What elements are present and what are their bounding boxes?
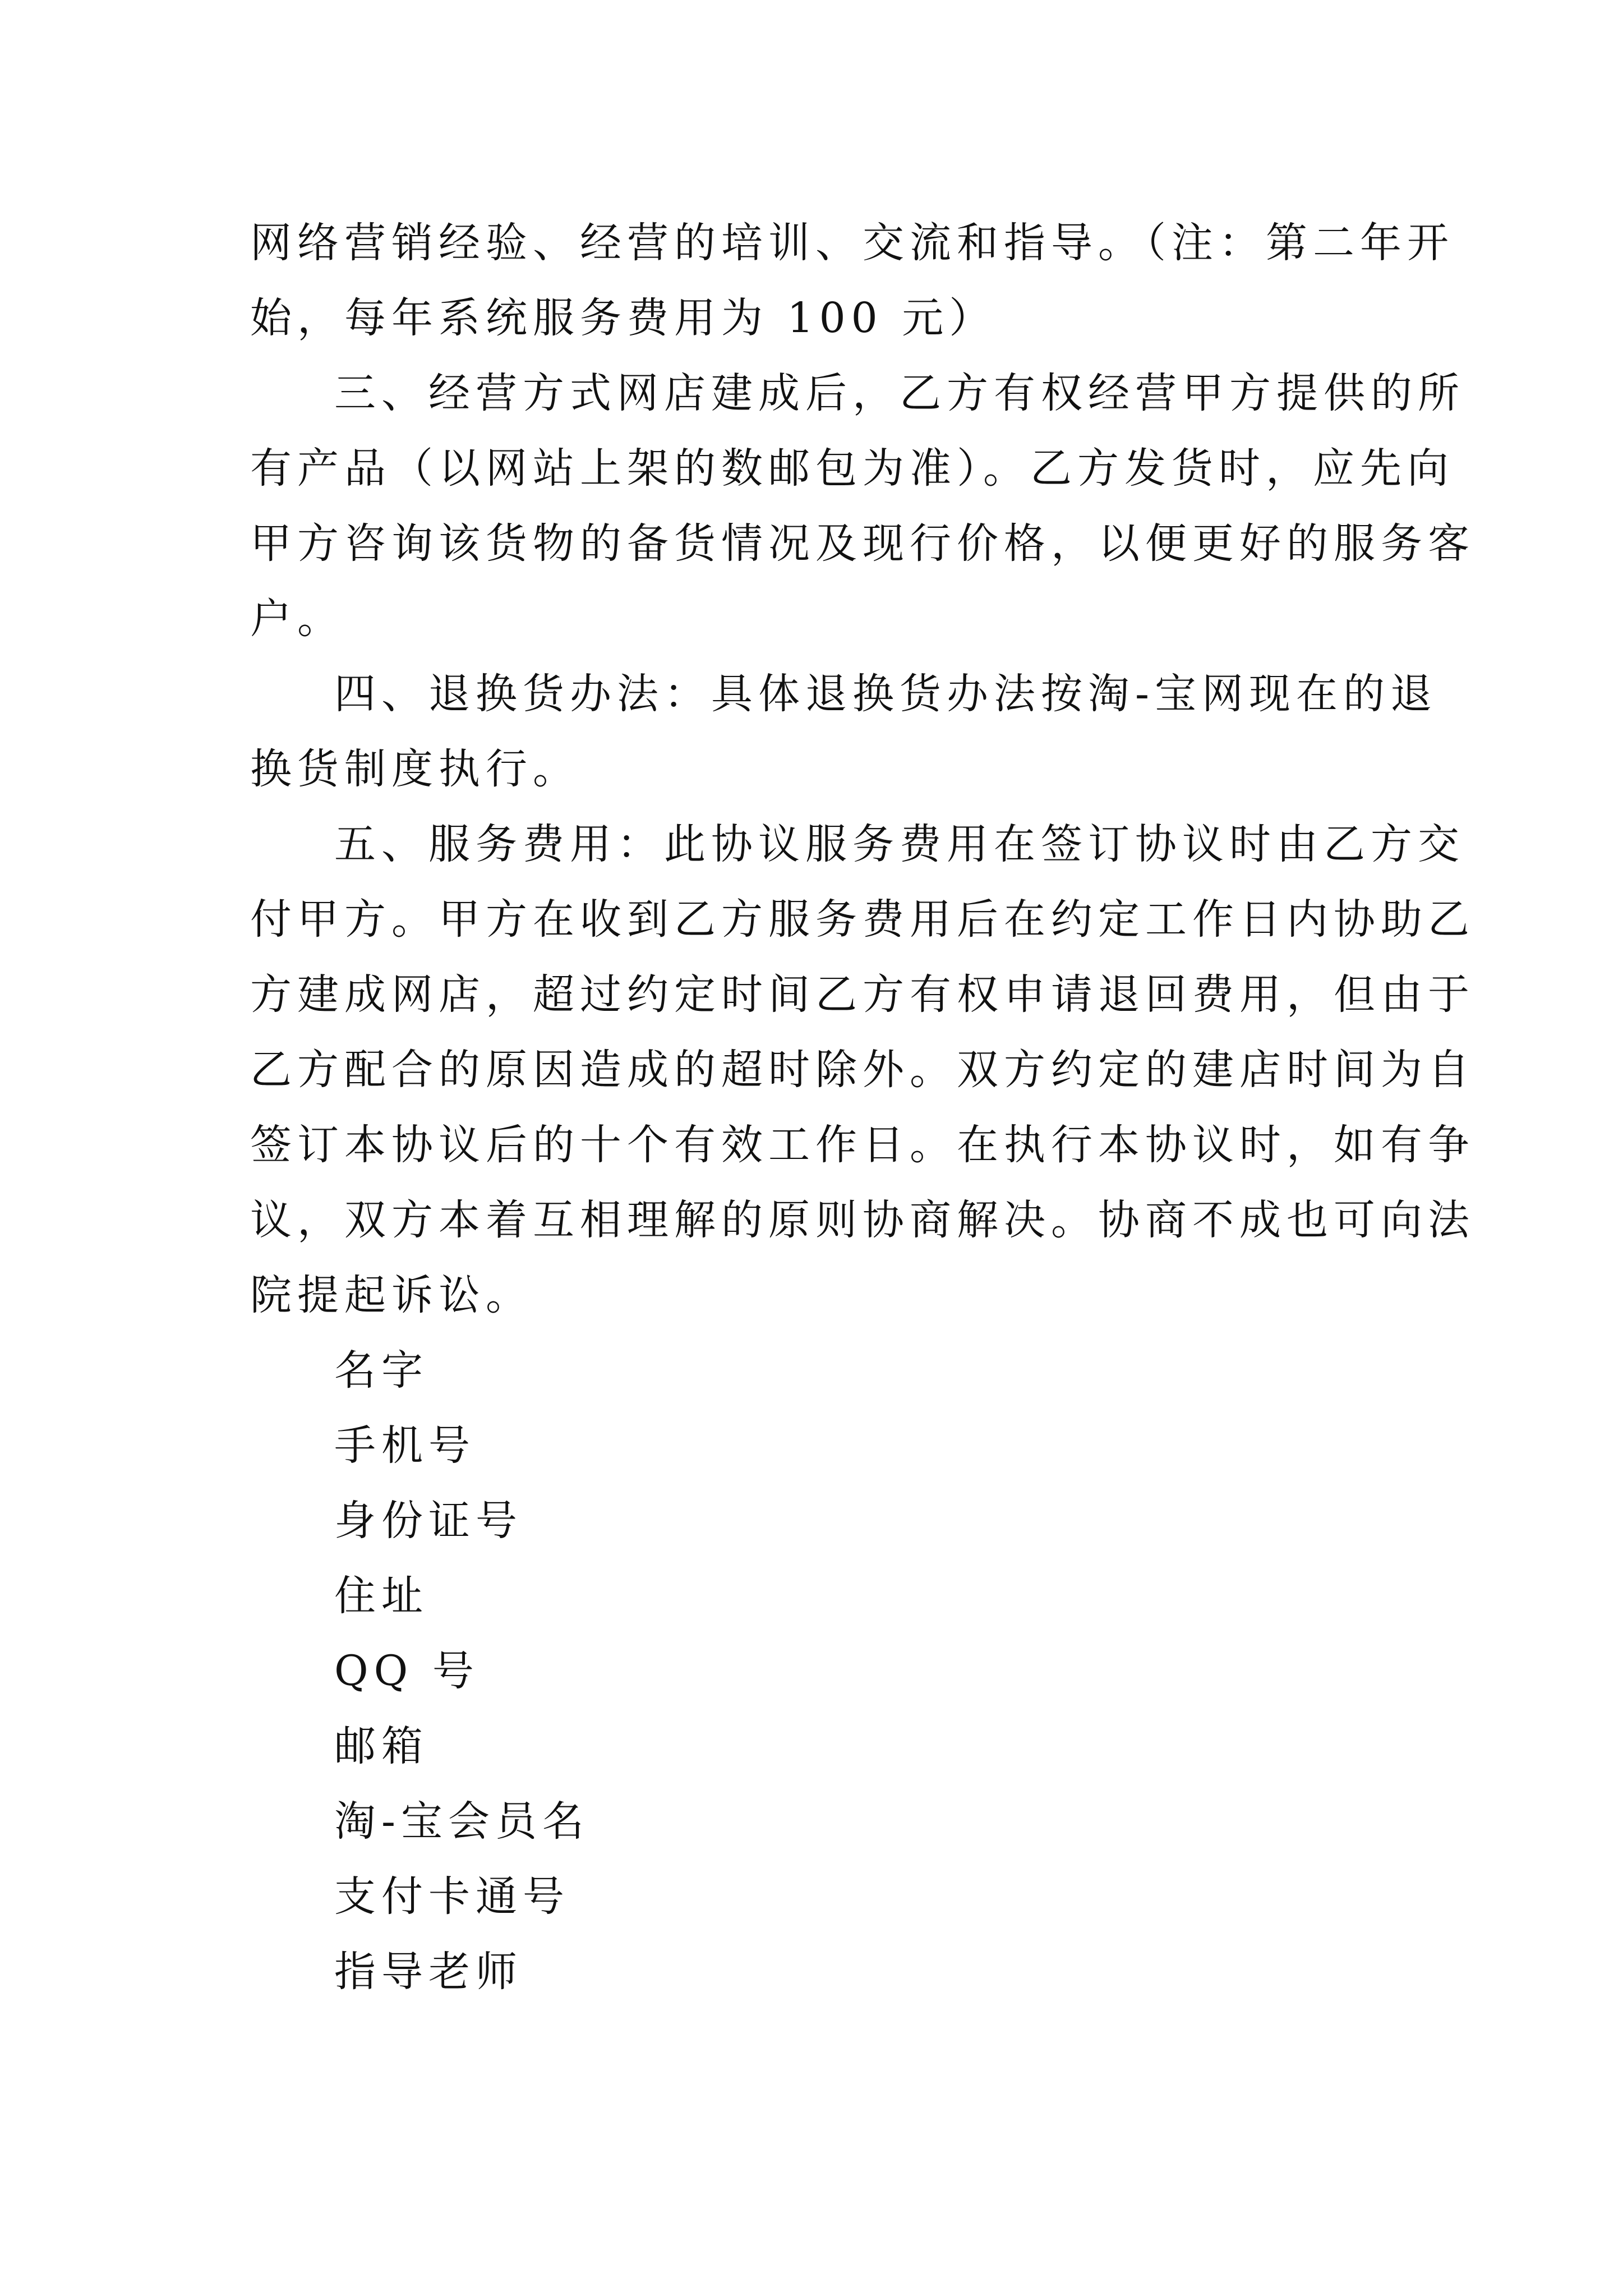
field-mentor-label: 指导老师 bbox=[334, 1948, 523, 1996]
field-payment-card-label: 支付卡通号 bbox=[334, 1872, 570, 1921]
paragraph-2-line-1: 三、经营方式网店建成后，乙方有权经营甲方提供的所 bbox=[334, 369, 1465, 417]
paragraph-4-line-6: 议，双方本着互相理解的原则协商解决。协商不成也可向法 bbox=[250, 1196, 1475, 1244]
field-address-label: 住址 bbox=[334, 1572, 428, 1620]
paragraph-3-line-2: 换货制度执行。 bbox=[250, 745, 580, 793]
paragraph-4-line-2: 付甲方。甲方在收到乙方服务费用后在约定工作日内协助乙 bbox=[250, 895, 1475, 944]
field-member-name-label: 淘-宝会员名 bbox=[334, 1797, 590, 1846]
paragraph-4-line-4: 乙方配合的原因造成的超时除外。双方约定的建店时间为自 bbox=[250, 1046, 1475, 1094]
field-name-label: 名字 bbox=[334, 1346, 428, 1395]
paragraph-1-line-1: 网络营销经验、经营的培训、交流和指导。（注：第二年开 bbox=[250, 219, 1454, 267]
paragraph-4-line-5: 签订本协议后的十个有效工作日。在执行本协议时，如有争 bbox=[250, 1121, 1475, 1169]
paragraph-4-line-7: 院提起诉讼。 bbox=[250, 1271, 533, 1319]
field-id-number-label: 身份证号 bbox=[334, 1497, 523, 1545]
paragraph-1-line-2: 始，每年系统服务费用为 100 元） bbox=[250, 294, 997, 342]
paragraph-2-line-3: 甲方咨询该货物的备货情况及现行价格，以便更好的服务客 bbox=[250, 519, 1475, 568]
field-email-label: 邮箱 bbox=[334, 1722, 428, 1770]
paragraph-3-line-1: 四、退换货办法：具体退换货办法按淘-宝网现在的退 bbox=[334, 670, 1438, 718]
paragraph-4-line-3: 方建成网店，超过约定时间乙方有权申请退回费用，但由于 bbox=[250, 970, 1475, 1019]
field-phone-label: 手机号 bbox=[334, 1421, 476, 1470]
paragraph-2-line-2: 有产品（以网站上架的数邮包为准）。乙方发货时，应先向 bbox=[250, 444, 1454, 493]
paragraph-2-line-4: 户。 bbox=[250, 595, 344, 643]
paragraph-4-line-1: 五、服务费用：此协议服务费用在签订协议时由乙方交 bbox=[334, 820, 1465, 868]
field-qq-label: QQ 号 bbox=[334, 1647, 479, 1695]
